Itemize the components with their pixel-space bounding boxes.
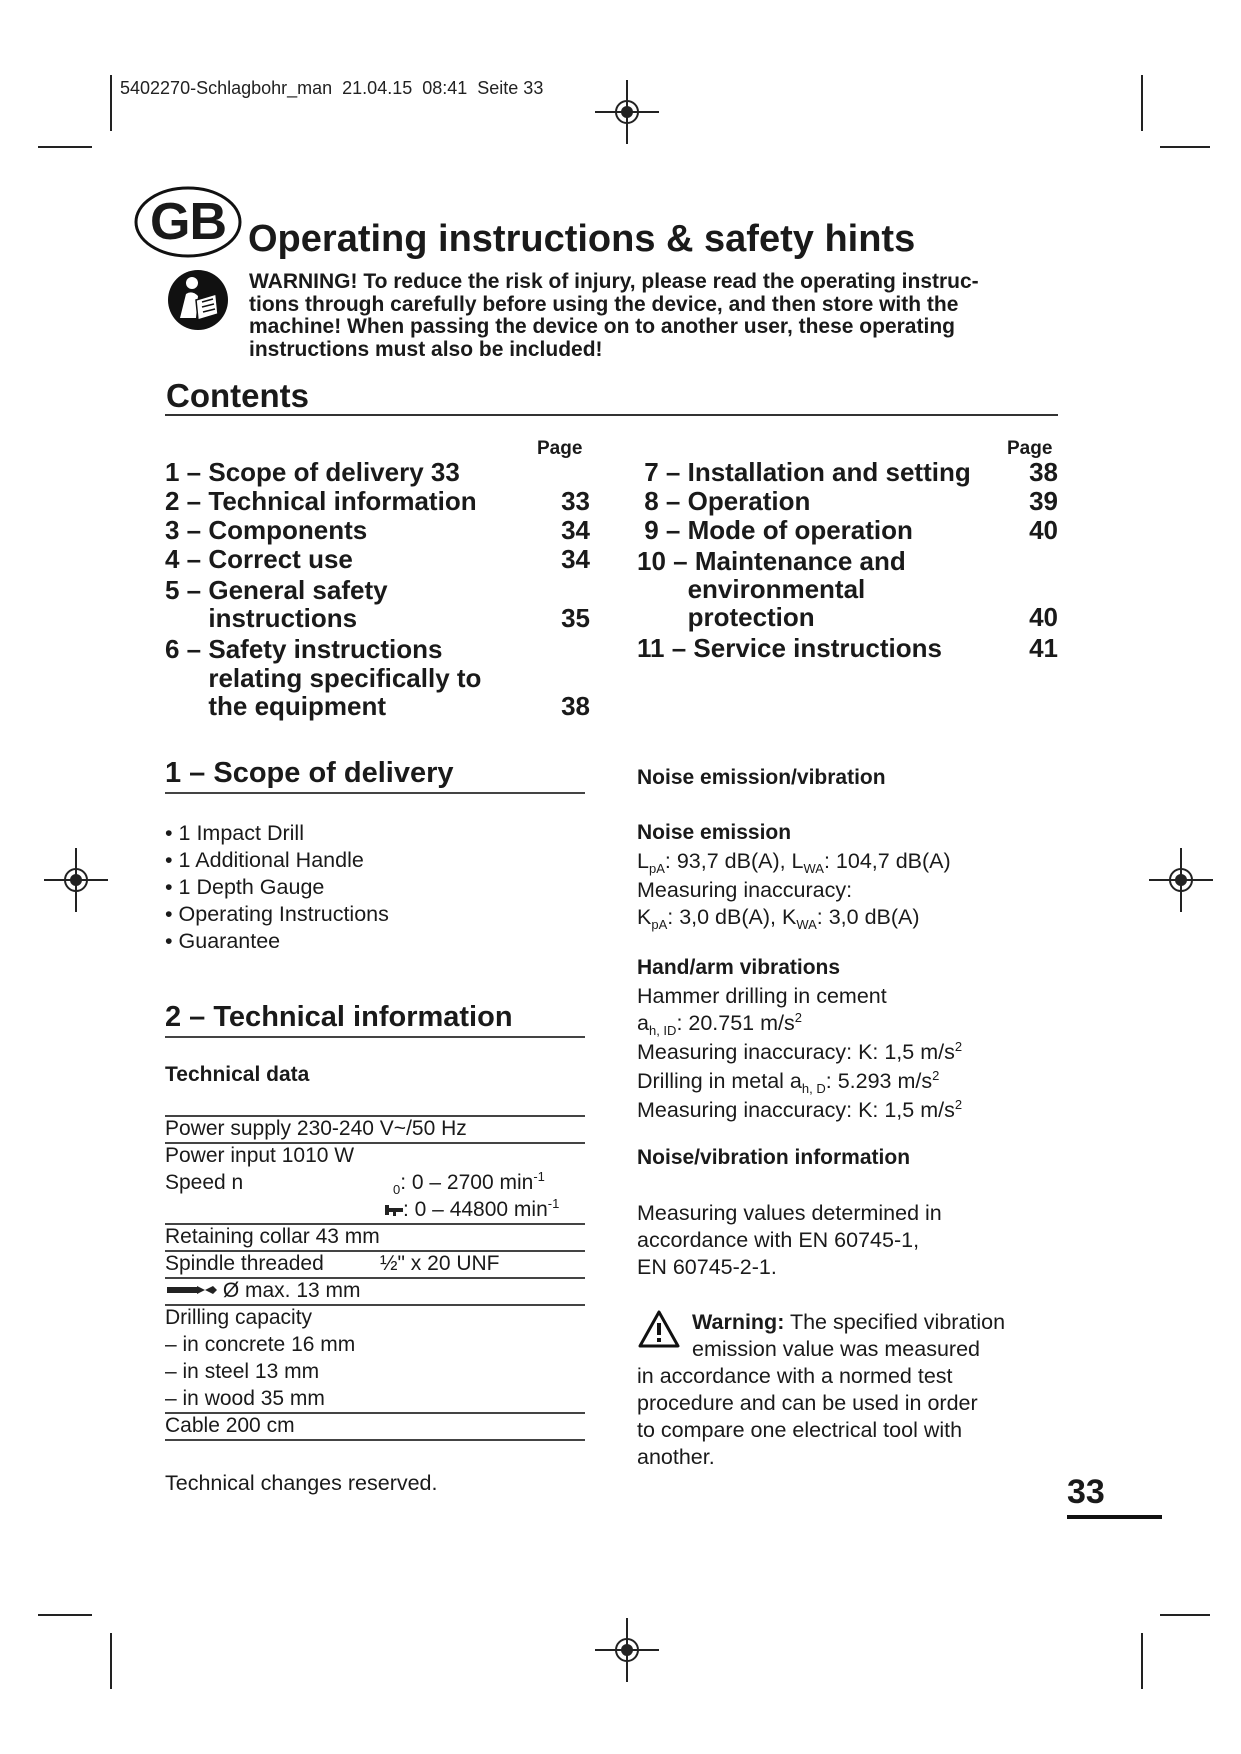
toc-item[interactable] (165, 516, 590, 545)
table-row (165, 1304, 585, 1331)
list-item: • 1 Additional Handle (165, 847, 389, 874)
measuring-line: accordance with EN 60745-1, (637, 1228, 920, 1252)
measuring-line: Measuring values determined in (637, 1201, 942, 1225)
noise-vibration-heading: Noise emission/vibration (637, 766, 886, 789)
technical-data-heading: Technical data (165, 1063, 310, 1086)
measuring-text (637, 1200, 942, 1281)
note-text: Technical changes reserved. (165, 1471, 438, 1495)
lpa-sub: pA (648, 861, 665, 876)
warning-line: procedure and can be used in order (637, 1391, 978, 1415)
toc-item-title: 1 – Scope of delivery 33 (165, 457, 460, 487)
scope-list (165, 820, 389, 955)
toc-item-title: environmental (637, 574, 866, 604)
list-item: • Guarantee (165, 928, 389, 955)
toc-item-title: 2 – Technical information (165, 486, 477, 516)
vibration-values (637, 983, 962, 1126)
warning-line: another. (637, 1445, 715, 1469)
noise-emission-values (637, 848, 951, 933)
speed-value: : 0 – 2700 min (400, 1171, 534, 1194)
toc-page-label: Page (537, 438, 583, 459)
warning-line: to compare one electrical tool with (637, 1418, 963, 1442)
toc-item-title: 9 – Mode of operation (637, 515, 913, 545)
crop-mark (110, 1633, 112, 1689)
toc-item-page: 33 (561, 486, 590, 516)
contents-rule (165, 414, 1058, 416)
crop-mark (1141, 1633, 1143, 1689)
toc-item-page: 38 (1029, 457, 1058, 487)
toc-item-title: 11 – Service instructions (637, 633, 942, 663)
crop-mark (110, 75, 112, 131)
speed-exponent: -1 (533, 1169, 545, 1184)
toc-item[interactable] (165, 576, 590, 635)
crop-mark (1141, 75, 1143, 131)
hammer-mode-icon (385, 1203, 403, 1217)
lpa-label: L (637, 849, 649, 873)
table-rule (165, 1412, 585, 1414)
ah-label: a (637, 1011, 649, 1035)
ah-id-value: : 20.751 m/s (676, 1011, 795, 1035)
toc-item[interactable] (165, 487, 590, 516)
lwa-sub: WA (803, 861, 824, 876)
lwa-value: : 104,7 dB(A) (823, 849, 951, 873)
technical-note (165, 1470, 438, 1497)
warning-line: tions through carefully before using the device, and then store with the (249, 292, 959, 316)
registration-mark-icon (44, 848, 108, 912)
kwa-value: : 3,0 dB(A) (816, 905, 920, 929)
table-rule (165, 1142, 585, 1144)
kpa-line (637, 904, 951, 933)
toc-item-page: 41 (1029, 633, 1058, 663)
spindle-label: Spindle threaded (165, 1252, 324, 1275)
toc-item[interactable] (637, 487, 1062, 516)
language-badge: GB (150, 193, 226, 251)
exponent: 2 (794, 1010, 802, 1025)
registration-mark-icon (1149, 848, 1213, 912)
table-row (165, 1142, 585, 1169)
noise-emission-heading: Noise emission (637, 821, 792, 844)
toc-item-page: 40 (1029, 602, 1058, 632)
list-item: • 1 Depth Gauge (165, 874, 389, 901)
table-row (165, 1115, 585, 1142)
toc-item[interactable] (637, 458, 1062, 487)
toc-item-title: 5 – General safety (165, 575, 388, 605)
toc-item-title: relating specifically to (165, 663, 482, 693)
inaccuracy-line (637, 1039, 962, 1068)
warning-line: machine! When passing the device on to another user, these operating (249, 315, 955, 338)
table-rule (165, 1439, 585, 1441)
toc-item-title: protection (637, 602, 815, 632)
toc-item-title: 7 – Installation and setting (637, 457, 971, 487)
toc-item[interactable] (165, 458, 590, 487)
table-rule (165, 1250, 585, 1252)
kpa-value: : 3,0 dB(A), K (667, 905, 797, 929)
toc-item[interactable] (637, 547, 1062, 634)
retaining-collar: Retaining collar 43 mm (165, 1225, 380, 1248)
list-item: • 1 Impact Drill (165, 820, 389, 847)
speed-exponent: -1 (547, 1196, 560, 1211)
warning-first: The specified vibration (784, 1310, 1006, 1334)
cable-length: Cable 200 cm (165, 1414, 295, 1437)
drilling-capacity: Drilling capacity (165, 1306, 313, 1329)
measuring-line: EN 60745-2-1. (637, 1255, 777, 1279)
table-row (165, 1250, 585, 1277)
speed-value: : 0 – 44800 min (403, 1198, 548, 1221)
contents-heading: Contents (166, 377, 309, 414)
ah-id-line (637, 1010, 962, 1039)
ah-id-sub: h, ID (648, 1023, 677, 1038)
metal-line (637, 1068, 962, 1097)
capacity-steel: – in steel 13 mm (165, 1360, 320, 1383)
ah-d-sub: h, D (801, 1081, 826, 1096)
table-row (165, 1385, 585, 1412)
section-heading-technical: 2 – Technical information (165, 1001, 513, 1033)
toc-item[interactable] (637, 634, 1062, 663)
spindle-value: ½" x 20 UNF (380, 1252, 500, 1275)
capacity-concrete: – in concrete 16 mm (165, 1333, 356, 1356)
toc-item-title: 10 – Maintenance and (637, 546, 906, 576)
read-manual-icon (166, 268, 230, 332)
toc-item-title: 8 – Operation (637, 486, 811, 516)
page-number-rule (1067, 1515, 1162, 1519)
hammer-drilling-label: Hammer drilling in cement (637, 984, 887, 1008)
table-row (165, 1223, 585, 1250)
table-row (165, 1196, 585, 1223)
toc-page-label: Page (1007, 438, 1053, 459)
warning-line: WARNING! To reduce the risk of injury, please read the operating instruc- (249, 270, 979, 293)
power-supply: Power supply 230-240 V~/50 Hz (165, 1117, 467, 1140)
toc-item[interactable] (165, 635, 590, 723)
table-row (165, 1277, 585, 1304)
kpa-label: K (637, 905, 652, 929)
power-input: Power input 1010 W (165, 1144, 355, 1167)
inaccuracy-line (637, 1097, 962, 1126)
lpa-line (637, 848, 951, 877)
vibration-warning (637, 1309, 1005, 1471)
toc-left-column (165, 458, 590, 723)
lpa-value: : 93,7 dB(A), L (664, 849, 804, 873)
noise-info-heading: Noise/vibration information (637, 1146, 911, 1169)
warning-line: emission value was measured (692, 1337, 980, 1361)
toc-item-title: 4 – Correct use (165, 544, 353, 574)
toc-item-page: 34 (561, 544, 590, 574)
section-heading-scope: 1 – Scope of delivery (165, 757, 454, 789)
exponent: 2 (954, 1097, 963, 1112)
speed-hammer (385, 1196, 559, 1225)
warning-first-line (637, 1309, 1005, 1336)
table-row (165, 1358, 585, 1385)
capacity-wood: – in wood 35 mm (165, 1387, 325, 1410)
crop-mark (38, 1614, 92, 1616)
table-row (165, 1331, 585, 1358)
table-rule (165, 1277, 585, 1279)
kwa-sub: WA (796, 917, 817, 932)
crop-mark (1160, 1614, 1210, 1616)
crop-mark (38, 146, 92, 148)
warning-label: Warning: (692, 1310, 785, 1334)
metal-label: Drilling in metal a (637, 1069, 802, 1093)
toc-item-page: 40 (1029, 515, 1058, 545)
speed-label: Speed n (165, 1171, 244, 1194)
toc-item[interactable] (637, 516, 1062, 547)
page-title: Operating instructions & safety hints (248, 218, 916, 260)
warning-line: instructions must also be included! (249, 337, 603, 361)
toc-right-column (637, 458, 1062, 663)
table-row (165, 1169, 585, 1196)
chuck-value: Ø max. 13 mm (222, 1279, 361, 1302)
page-number: 33 (1067, 1473, 1105, 1511)
toc-item-title: 3 – Components (165, 515, 368, 545)
speed-subscript: 0 (393, 1182, 401, 1197)
registration-mark-icon (595, 1618, 659, 1682)
toc-item-title: instructions (165, 603, 358, 633)
inaccuracy-label: Measuring inaccuracy: (637, 878, 853, 902)
toc-item-page: 35 (561, 603, 590, 633)
toc-item[interactable] (165, 545, 590, 576)
toc-item-title: 6 – Safety instructions (165, 634, 443, 664)
kpa-sub: pA (651, 917, 668, 932)
ah-d-value: : 5.293 m/s (825, 1069, 933, 1093)
exponent: 2 (954, 1039, 963, 1054)
exponent: 2 (932, 1068, 940, 1083)
speed-no-load (393, 1169, 545, 1198)
list-item: • Operating Instructions (165, 901, 389, 928)
toc-item-page: 38 (561, 691, 590, 721)
warning-notice (249, 271, 1049, 361)
toc-item-page: 39 (1029, 486, 1058, 516)
hand-arm-heading: Hand/arm vibrations (637, 956, 841, 979)
section-rule (165, 1036, 585, 1038)
inaccuracy-k: Measuring inaccuracy: K: 1,5 m/s (637, 1098, 955, 1122)
toc-item-page: 34 (561, 515, 590, 545)
toc-item-title: the equipment (165, 691, 387, 721)
print-slug: 5402270-Schlagbohr_man 21.04.15 08:41 Seite 33 (120, 78, 544, 98)
drill-bit-icon (167, 1284, 217, 1296)
warning-line: in accordance with a normed test (637, 1364, 953, 1388)
inaccuracy-k: Measuring inaccuracy: K: 1,5 m/s (637, 1040, 955, 1064)
registration-mark-icon (595, 80, 659, 144)
crop-mark (1160, 146, 1210, 148)
table-rule (165, 1223, 585, 1225)
table-row (165, 1412, 585, 1439)
section-rule (165, 792, 585, 794)
table-rule (165, 1304, 585, 1306)
